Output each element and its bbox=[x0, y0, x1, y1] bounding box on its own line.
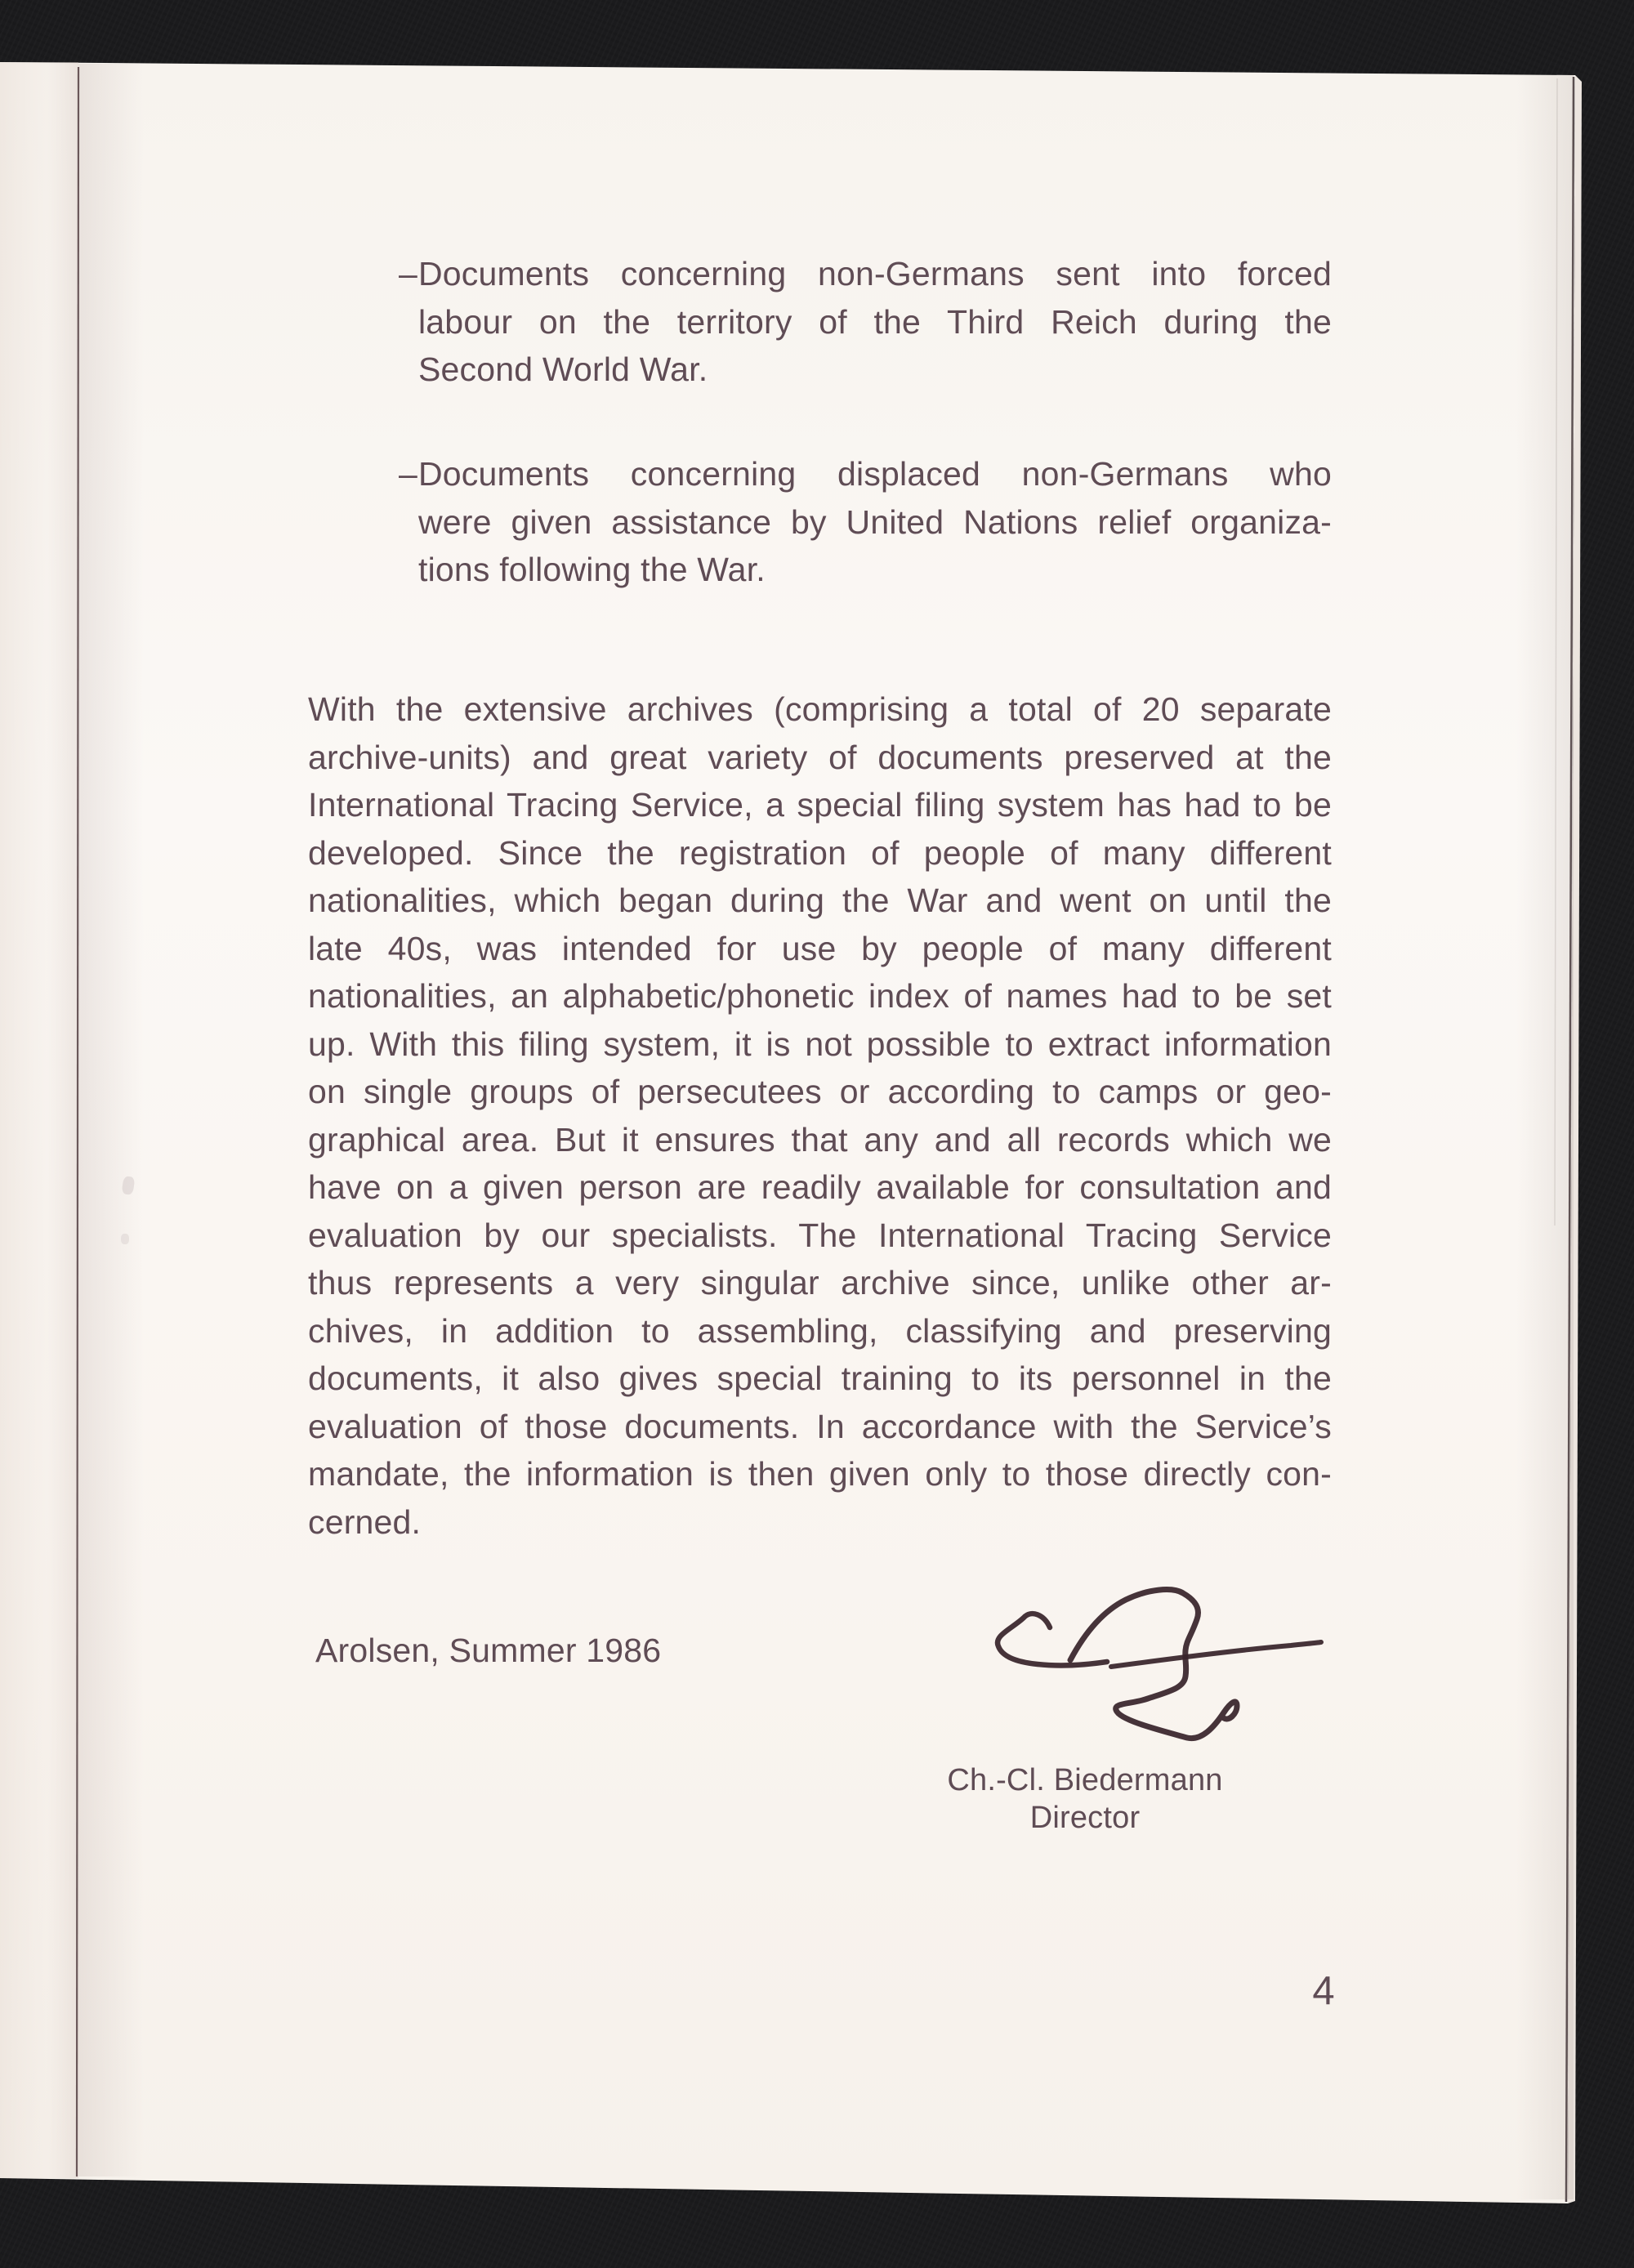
text-line: nationalities, an alphabetic/phonetic index of names had to be set bbox=[308, 977, 1332, 1015]
bullet-dash: – bbox=[399, 255, 417, 292]
text-line: Documents concerning displaced non-Germans who bbox=[418, 455, 1332, 493]
text-line: Documents concerning non-Germans sent into forced bbox=[418, 255, 1332, 292]
text-line: were given assistance by United Nations relief organiza- bbox=[418, 502, 1332, 541]
text-line: mandate, the information is then given only to those directly con- bbox=[308, 1455, 1332, 1493]
text-line: on single groups of persecutees or according to camps or geo- bbox=[308, 1073, 1332, 1110]
text-line: tions following the War. bbox=[418, 551, 766, 588]
signatory-name: Ch.-Cl. Biedermann bbox=[947, 1763, 1223, 1797]
signatory-title: Director bbox=[1029, 1801, 1141, 1835]
signature-block bbox=[922, 1761, 1248, 1837]
signature-c-hook bbox=[998, 1614, 1107, 1665]
text-line: With the extensive archives (comprising a total of 20 separate bbox=[308, 690, 1332, 728]
text-line: have on a given person are readily available for consultation and bbox=[308, 1168, 1332, 1206]
text-line: Second World War. bbox=[418, 350, 708, 388]
bullet-text bbox=[418, 450, 1332, 594]
text-line: nationalities, which began during the War and went on until the bbox=[308, 882, 1332, 919]
page-number: 4 bbox=[1312, 1969, 1335, 2013]
text-line: labour on the territory of the Third Reich during the bbox=[418, 302, 1332, 341]
right-margin-shade bbox=[1516, 75, 1574, 2199]
bullet-item-2 bbox=[399, 450, 1332, 594]
signature-tail bbox=[1111, 1642, 1321, 1667]
bullet-text bbox=[418, 250, 1332, 394]
scan-smudge bbox=[121, 1234, 129, 1244]
text-line: evaluation of those documents. In accordance with the Service’s bbox=[308, 1407, 1332, 1445]
signature-scrawl bbox=[940, 1569, 1364, 1765]
text-line: archive-units) and great variety of documents preserved at the bbox=[308, 738, 1332, 776]
main-paragraph bbox=[308, 685, 1332, 1546]
text-line: International Tracing Service, a special filing system has had to be bbox=[308, 786, 1332, 824]
text-line: documents, it also gives special training to its personnel in the bbox=[308, 1359, 1332, 1397]
facing-page-strip bbox=[0, 62, 78, 2178]
text-line: late 40s, was intended for use by people of many different bbox=[308, 929, 1332, 967]
text-line: cerned. bbox=[308, 1502, 422, 1541]
dateline: Arolsen, Summer 1986 bbox=[315, 1632, 662, 1669]
text-line: up. With this filing system, it is not possible to extract information bbox=[308, 1025, 1332, 1063]
bullet-dash: – bbox=[399, 455, 417, 493]
text-line: evaluation by our specialists. The International Tracing Service bbox=[308, 1216, 1332, 1254]
text-line: chives, in addition to assembling, classifying and preserving bbox=[308, 1311, 1332, 1350]
text-line: graphical area. But it ensures that any and all records which we bbox=[308, 1120, 1332, 1159]
text-line: developed. Since the registration of people of many different bbox=[308, 833, 1332, 872]
gutter-shadow bbox=[78, 64, 144, 2176]
bullet-item-1 bbox=[399, 250, 1332, 394]
text-line: thus represents a very singular archive since, unlike other ar- bbox=[308, 1264, 1332, 1301]
